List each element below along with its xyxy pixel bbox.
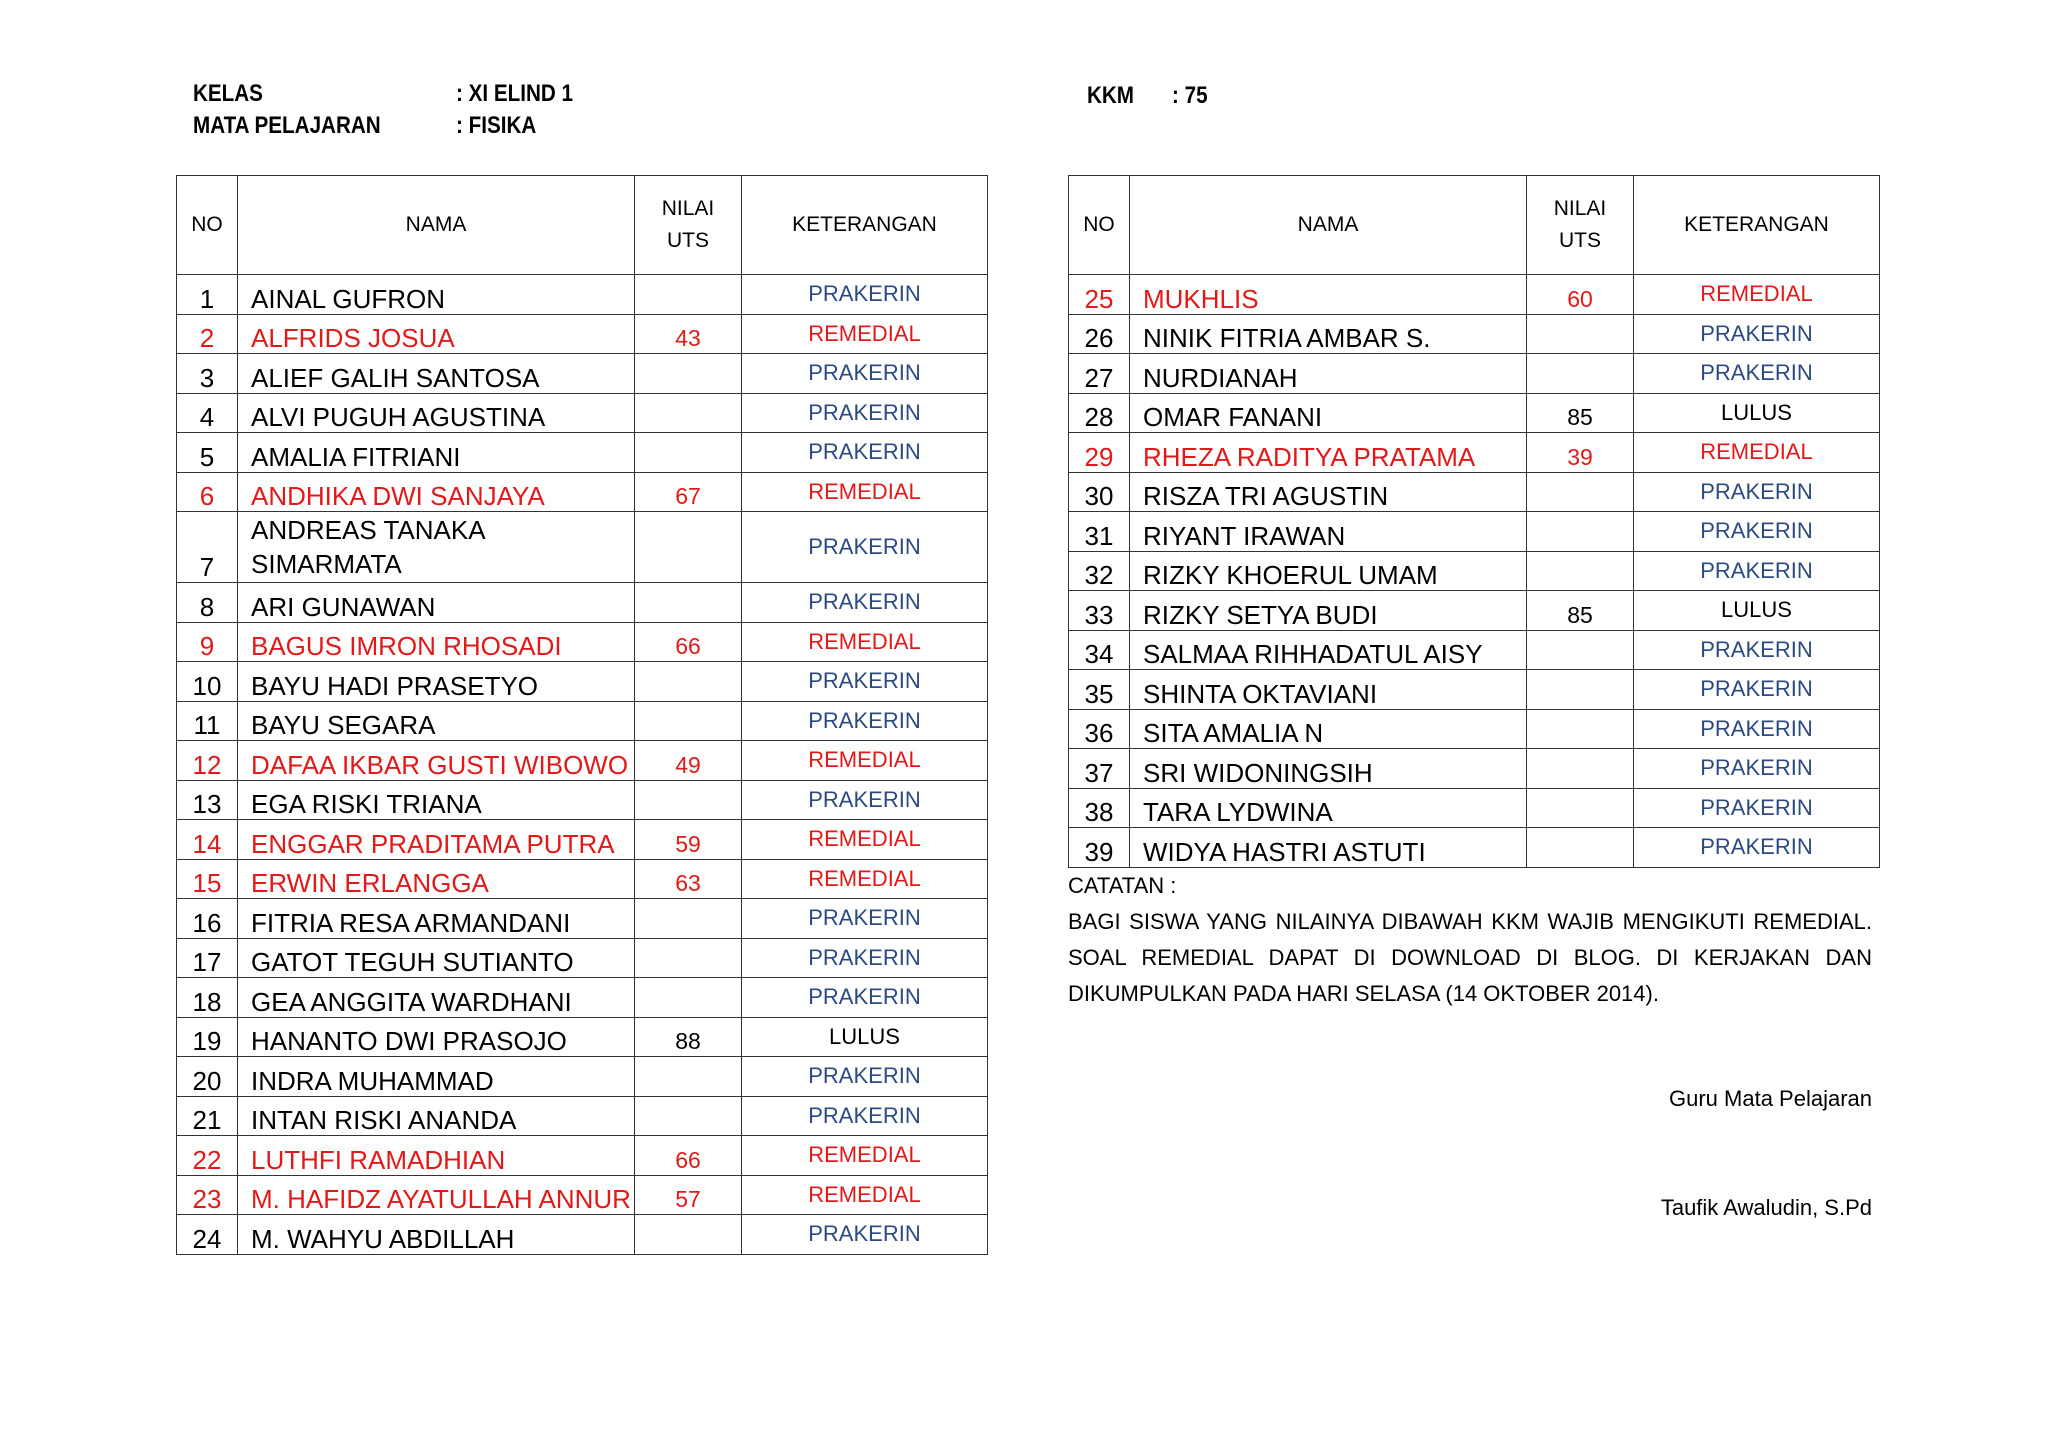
nilai-uts	[1527, 788, 1634, 828]
student-name: INDRA MUHAMMAD	[238, 1057, 635, 1097]
row-number: 38	[1069, 788, 1130, 828]
table-row	[1069, 788, 1880, 828]
row-number: 21	[177, 1096, 238, 1136]
catatan-body: BAGI SISWA YANG NILAINYA DIBAWAH KKM WAJIB MENGIKUTI REMEDIAL. SOAL REMEDIAL DAPAT DI DOWNLOAD DI BLOG. DI KERJAKAN DAN DIKUMPULKAN PADA HARI SELASA (14 OKTOBER 2014).	[1068, 909, 1872, 1006]
row-number: 8	[177, 583, 238, 623]
student-name: ENGGAR PRADITAMA PUTRA	[238, 820, 635, 860]
keterangan-status: REMEDIAL	[742, 314, 988, 354]
table-header-row	[1069, 176, 1880, 275]
student-name: RIZKY SETYA BUDI	[1130, 591, 1527, 631]
nilai-uts	[635, 354, 742, 394]
student-name: MUKHLIS	[1130, 275, 1527, 315]
col-nama-header: NAMA	[238, 176, 635, 275]
nilai-uts: 88	[635, 1017, 742, 1057]
table-row	[177, 622, 988, 662]
student-name: GEA ANGGITA WARDHANI	[238, 978, 635, 1018]
student-name: ERWIN ERLANGGA	[238, 859, 635, 899]
table-row	[177, 978, 988, 1018]
keterangan-status: LULUS	[742, 1017, 988, 1057]
keterangan-status: PRAKERIN	[742, 354, 988, 394]
nilai-uts: 85	[1527, 591, 1634, 631]
keterangan-status: PRAKERIN	[1634, 749, 1880, 789]
table-row	[177, 820, 988, 860]
nilai-uts	[635, 780, 742, 820]
keterangan-status: REMEDIAL	[742, 622, 988, 662]
student-name: NURDIANAH	[1130, 354, 1527, 394]
keterangan-status: PRAKERIN	[1634, 670, 1880, 710]
student-name: SALMAA RIHHADATUL AISY	[1130, 630, 1527, 670]
student-name: SRI WIDONINGSIH	[1130, 749, 1527, 789]
keterangan-status: PRAKERIN	[742, 1096, 988, 1136]
row-number: 26	[1069, 314, 1130, 354]
student-name: BAYU HADI PRASETYO	[238, 662, 635, 702]
table-row	[177, 1017, 988, 1057]
nilai-uts	[635, 1096, 742, 1136]
nilai-uts	[635, 1057, 742, 1097]
keterangan-status: PRAKERIN	[1634, 709, 1880, 749]
nilai-uts	[1527, 472, 1634, 512]
mapel-value: : FISIKA	[456, 112, 537, 139]
row-number: 5	[177, 433, 238, 473]
keterangan-status: PRAKERIN	[742, 780, 988, 820]
table-row	[177, 701, 988, 741]
nilai-uts	[1527, 512, 1634, 552]
table-row	[1069, 591, 1880, 631]
table-row	[177, 583, 988, 623]
row-number: 18	[177, 978, 238, 1018]
keterangan-status: PRAKERIN	[1634, 472, 1880, 512]
keterangan-status: PRAKERIN	[742, 583, 988, 623]
row-number: 10	[177, 662, 238, 702]
keterangan-status: PRAKERIN	[742, 512, 988, 583]
keterangan-status: PRAKERIN	[1634, 512, 1880, 552]
table-row	[177, 662, 988, 702]
table-row	[177, 938, 988, 978]
table-row	[177, 1215, 988, 1255]
row-number: 3	[177, 354, 238, 394]
table-row	[1069, 472, 1880, 512]
catatan-title: CATATAN :	[1068, 873, 1177, 898]
keterangan-status: PRAKERIN	[1634, 314, 1880, 354]
student-name: BAYU SEGARA	[238, 701, 635, 741]
signature-name: Taufik Awaludin, S.Pd	[1660, 1195, 1872, 1220]
student-name: RISZA TRI AGUSTIN	[1130, 472, 1527, 512]
nilai-uts: 63	[635, 859, 742, 899]
keterangan-status: PRAKERIN	[742, 275, 988, 315]
row-number: 36	[1069, 709, 1130, 749]
row-number: 30	[1069, 472, 1130, 512]
table-row	[1069, 670, 1880, 710]
col-no-header: NO	[177, 176, 238, 275]
keterangan-status: REMEDIAL	[742, 859, 988, 899]
nilai-uts	[1527, 670, 1634, 710]
student-name: RHEZA RADITYA PRATAMA	[1130, 433, 1527, 473]
nilai-uts	[635, 433, 742, 473]
student-name: AINAL GUFRON	[238, 275, 635, 315]
row-number: 35	[1069, 670, 1130, 710]
row-number: 17	[177, 938, 238, 978]
student-name: FITRIA RESA ARMANDANI	[238, 899, 635, 939]
row-number: 4	[177, 393, 238, 433]
student-name: RIZKY KHOERUL UMAM	[1130, 551, 1527, 591]
row-number: 31	[1069, 512, 1130, 552]
keterangan-status: PRAKERIN	[742, 701, 988, 741]
table-row	[1069, 314, 1880, 354]
row-number: 16	[177, 899, 238, 939]
nilai-uts	[635, 701, 742, 741]
student-name: LUTHFI RAMADHIAN	[238, 1136, 635, 1176]
row-number: 27	[1069, 354, 1130, 394]
nilai-uts	[1527, 749, 1634, 789]
table-row	[1069, 393, 1880, 433]
keterangan-status: PRAKERIN	[1634, 828, 1880, 868]
keterangan-status: PRAKERIN	[742, 393, 988, 433]
student-name: ANDREAS TANAKA SIMARMATA	[238, 512, 635, 583]
col-keterangan-header: KETERANGAN	[1634, 176, 1880, 275]
keterangan-status: PRAKERIN	[742, 978, 988, 1018]
table-row	[1069, 551, 1880, 591]
catatan-note	[1068, 868, 1872, 1012]
nilai-uts: 59	[635, 820, 742, 860]
grade-table-left	[176, 175, 988, 1255]
nilai-uts	[1527, 630, 1634, 670]
table-row	[177, 512, 988, 583]
keterangan-status: REMEDIAL	[1634, 433, 1880, 473]
table-row	[1069, 630, 1880, 670]
keterangan-status: LULUS	[1634, 393, 1880, 433]
keterangan-status: PRAKERIN	[742, 662, 988, 702]
row-number: 32	[1069, 551, 1130, 591]
mapel-label: MATA PELAJARAN	[193, 112, 381, 139]
grade-table-right	[1068, 175, 1880, 868]
keterangan-status: PRAKERIN	[742, 1057, 988, 1097]
row-number: 34	[1069, 630, 1130, 670]
table-row	[177, 1057, 988, 1097]
nilai-uts	[635, 978, 742, 1018]
row-number: 15	[177, 859, 238, 899]
keterangan-status: LULUS	[1634, 591, 1880, 631]
student-name: AMALIA FITRIANI	[238, 433, 635, 473]
nilai-uts	[635, 899, 742, 939]
nilai-uts: 57	[635, 1175, 742, 1215]
keterangan-status: REMEDIAL	[742, 1136, 988, 1176]
keterangan-status: REMEDIAL	[742, 1175, 988, 1215]
table-row	[177, 899, 988, 939]
keterangan-status: REMEDIAL	[742, 472, 988, 512]
table-row	[177, 1175, 988, 1215]
keterangan-status: REMEDIAL	[1634, 275, 1880, 315]
row-number: 14	[177, 820, 238, 860]
row-number: 19	[177, 1017, 238, 1057]
student-name: BAGUS IMRON RHOSADI	[238, 622, 635, 662]
col-keterangan-header: KETERANGAN	[742, 176, 988, 275]
student-name: WIDYA HASTRI ASTUTI	[1130, 828, 1527, 868]
table-row	[177, 741, 988, 781]
table-row	[1069, 354, 1880, 394]
keterangan-status: REMEDIAL	[742, 741, 988, 781]
table-row	[177, 314, 988, 354]
row-number: 33	[1069, 591, 1130, 631]
row-number: 29	[1069, 433, 1130, 473]
row-number: 20	[177, 1057, 238, 1097]
nilai-uts	[635, 938, 742, 978]
student-name: SITA AMALIA N	[1130, 709, 1527, 749]
row-number: 37	[1069, 749, 1130, 789]
student-name: GATOT TEGUH SUTIANTO	[238, 938, 635, 978]
signature-role: Guru Mata Pelajaran	[1669, 1086, 1872, 1111]
nilai-uts	[1527, 828, 1634, 868]
table-row	[1069, 275, 1880, 315]
table-row	[177, 433, 988, 473]
nilai-uts	[635, 275, 742, 315]
table-row	[177, 780, 988, 820]
nilai-uts	[635, 583, 742, 623]
kelas-value: : XI ELIND 1	[456, 80, 573, 107]
nilai-uts: 67	[635, 472, 742, 512]
keterangan-status: PRAKERIN	[1634, 354, 1880, 394]
student-name: TARA LYDWINA	[1130, 788, 1527, 828]
table-header-row	[177, 176, 988, 275]
student-name: ARI GUNAWAN	[238, 583, 635, 623]
student-name: NINIK FITRIA AMBAR S.	[1130, 314, 1527, 354]
col-no-header: NO	[1069, 176, 1130, 275]
table-row	[1069, 512, 1880, 552]
table-row	[1069, 749, 1880, 789]
nilai-uts	[635, 512, 742, 583]
nilai-uts	[1527, 709, 1634, 749]
nilai-uts	[635, 1215, 742, 1255]
student-name: ALVI PUGUH AGUSTINA	[238, 393, 635, 433]
student-name: DAFAA IKBAR GUSTI WIBOWO	[238, 741, 635, 781]
keterangan-status: PRAKERIN	[742, 1215, 988, 1255]
row-number: 28	[1069, 393, 1130, 433]
student-name: RIYANT IRAWAN	[1130, 512, 1527, 552]
row-number: 13	[177, 780, 238, 820]
col-nama-header: NAMA	[1130, 176, 1527, 275]
nilai-uts: 66	[635, 622, 742, 662]
student-name: SHINTA OKTAVIANI	[1130, 670, 1527, 710]
nilai-uts: 39	[1527, 433, 1634, 473]
nilai-uts	[1527, 314, 1634, 354]
row-number: 2	[177, 314, 238, 354]
row-number: 1	[177, 275, 238, 315]
row-number: 23	[177, 1175, 238, 1215]
row-number: 12	[177, 741, 238, 781]
kkm-value: : 75	[1172, 82, 1208, 109]
nilai-uts: 43	[635, 314, 742, 354]
table-row	[1069, 709, 1880, 749]
keterangan-status: PRAKERIN	[742, 433, 988, 473]
keterangan-status: PRAKERIN	[742, 938, 988, 978]
row-number: 25	[1069, 275, 1130, 315]
col-nilai-header: NILAI UTS	[635, 176, 742, 275]
nilai-uts	[1527, 551, 1634, 591]
nilai-uts: 60	[1527, 275, 1634, 315]
student-name: ALIEF GALIH SANTOSA	[238, 354, 635, 394]
nilai-uts: 49	[635, 741, 742, 781]
student-name: INTAN RISKI ANANDA	[238, 1096, 635, 1136]
table-row	[177, 393, 988, 433]
table-row	[177, 1136, 988, 1176]
table-row	[177, 354, 988, 394]
student-name: EGA RISKI TRIANA	[238, 780, 635, 820]
row-number: 7	[177, 512, 238, 583]
keterangan-status: PRAKERIN	[1634, 551, 1880, 591]
table-row	[1069, 433, 1880, 473]
row-number: 6	[177, 472, 238, 512]
kkm-label: KKM	[1087, 82, 1135, 109]
col-nilai-header: NILAI UTS	[1527, 176, 1634, 275]
keterangan-status: PRAKERIN	[1634, 630, 1880, 670]
student-name: M. WAHYU ABDILLAH	[238, 1215, 635, 1255]
student-name: OMAR FANANI	[1130, 393, 1527, 433]
nilai-uts	[1527, 354, 1634, 394]
nilai-uts	[635, 393, 742, 433]
nilai-uts: 85	[1527, 393, 1634, 433]
nilai-uts: 66	[635, 1136, 742, 1176]
student-name: M. HAFIDZ AYATULLAH ANNUR	[238, 1175, 635, 1215]
table-row	[177, 275, 988, 315]
nilai-uts	[635, 662, 742, 702]
kelas-label: KELAS	[193, 80, 263, 107]
row-number: 39	[1069, 828, 1130, 868]
student-name: ANDHIKA DWI SANJAYA	[238, 472, 635, 512]
row-number: 11	[177, 701, 238, 741]
student-name: ALFRIDS JOSUA	[238, 314, 635, 354]
keterangan-status: PRAKERIN	[742, 899, 988, 939]
row-number: 24	[177, 1215, 238, 1255]
keterangan-status: REMEDIAL	[742, 820, 988, 860]
keterangan-status: PRAKERIN	[1634, 788, 1880, 828]
row-number: 22	[177, 1136, 238, 1176]
table-row	[177, 472, 988, 512]
table-row	[177, 859, 988, 899]
row-number: 9	[177, 622, 238, 662]
student-name: HANANTO DWI PRASOJO	[238, 1017, 635, 1057]
table-row	[177, 1096, 988, 1136]
table-row	[1069, 828, 1880, 868]
